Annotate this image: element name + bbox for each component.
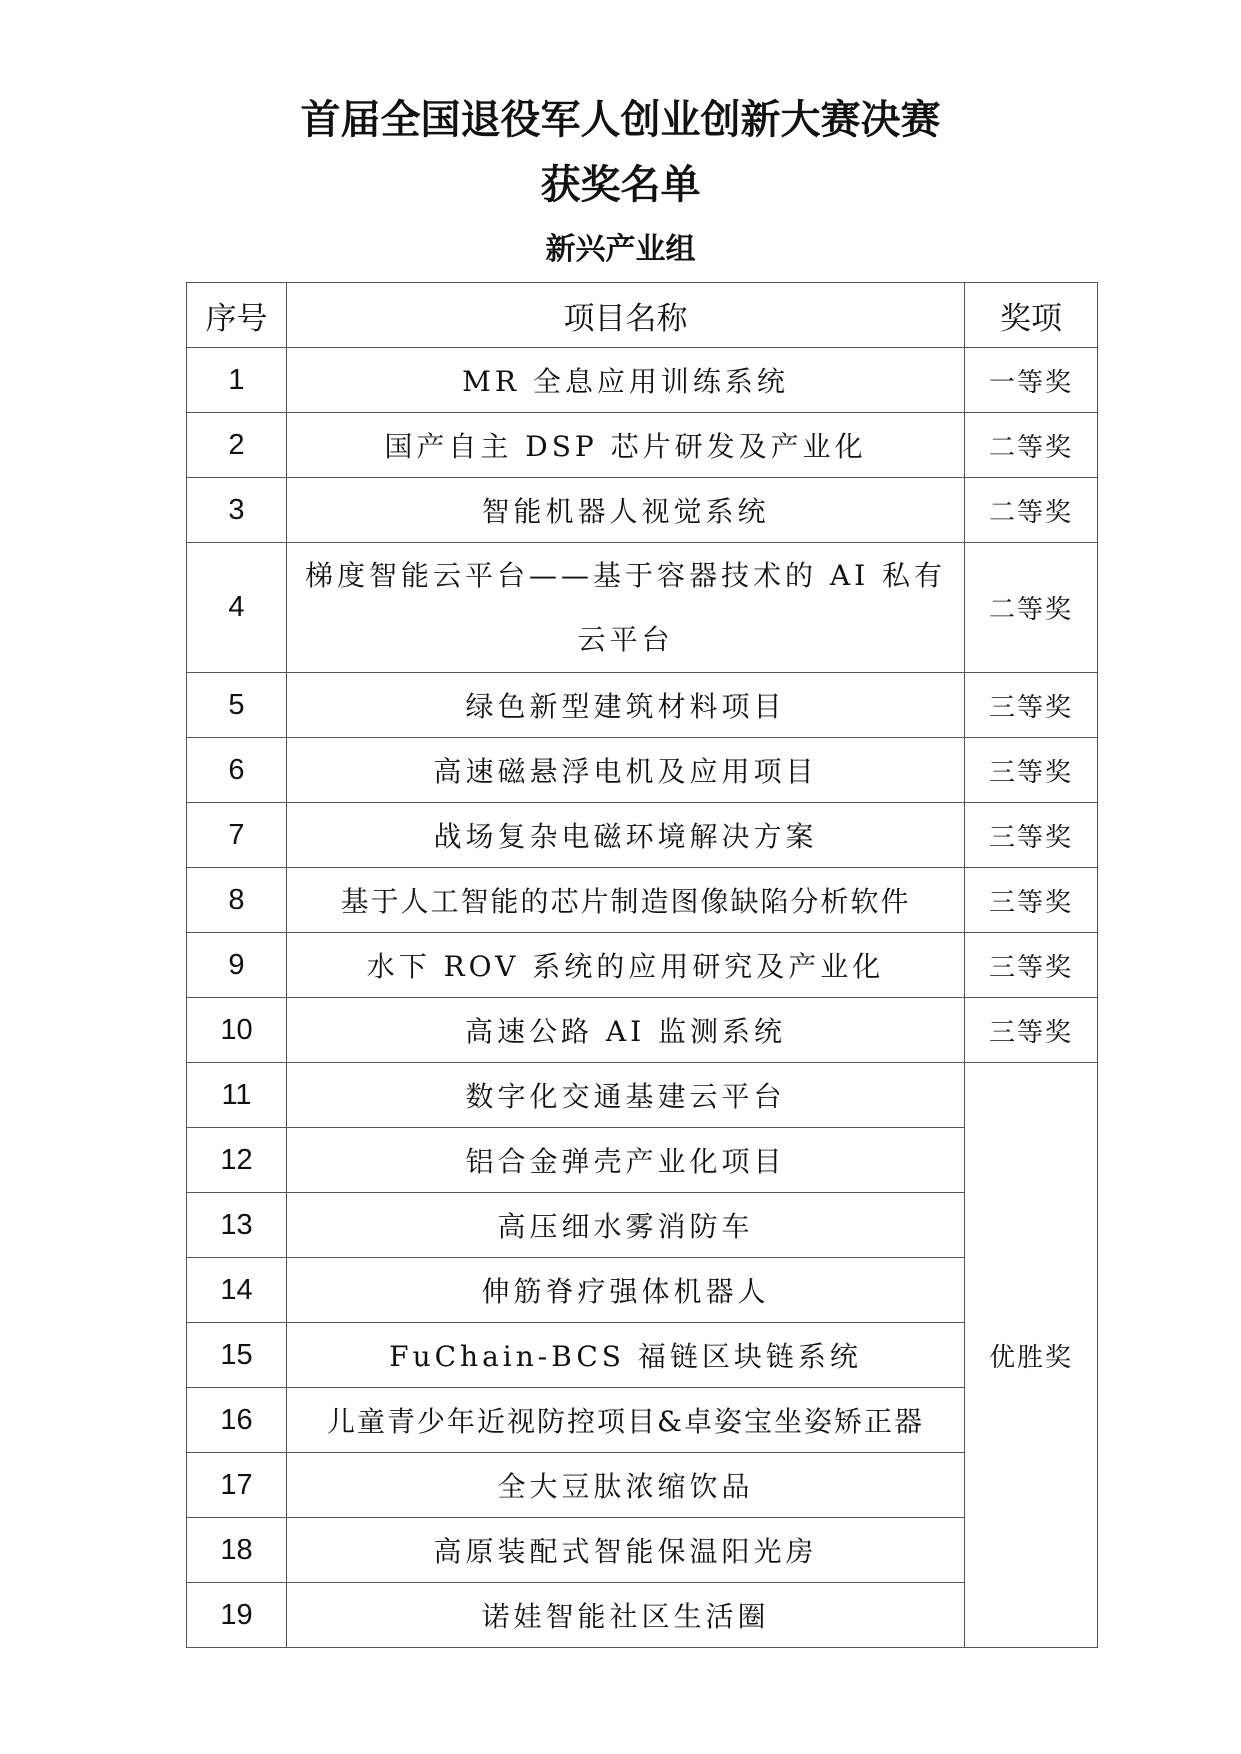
table-row (187, 478, 1098, 543)
project-name (287, 543, 965, 673)
project-name: 高速公路 AI 监测系统 (287, 998, 965, 1063)
row-index: 18 (187, 1518, 287, 1583)
row-index: 4 (187, 543, 287, 673)
row-index: 1 (187, 348, 287, 413)
award-level: 三等奖 (965, 738, 1098, 803)
project-name: 智能机器人视觉系统 (287, 478, 965, 543)
award-level: 三等奖 (965, 803, 1098, 868)
project-name-line-1: 梯度智能云平台——基于容器技术的 AI 私有 (304, 558, 947, 592)
table-row (187, 1518, 1098, 1583)
award-level: 二等奖 (965, 478, 1098, 543)
table-row (187, 1583, 1098, 1648)
row-index: 9 (187, 933, 287, 998)
project-name: 诺娃智能社区生活圈 (287, 1583, 965, 1648)
table-row (187, 998, 1098, 1063)
project-name: 水下 ROV 系统的应用研究及产业化 (287, 933, 965, 998)
award-level: 二等奖 (965, 413, 1098, 478)
row-index: 10 (187, 998, 287, 1063)
table-row (187, 1453, 1098, 1518)
table-row (187, 1388, 1098, 1453)
document-subtitle: 获奖名单 (540, 162, 701, 208)
row-index: 12 (187, 1128, 287, 1193)
project-name: 数字化交通基建云平台 (287, 1063, 965, 1128)
award-level: 三等奖 (965, 998, 1098, 1063)
row-index: 11 (187, 1063, 287, 1128)
row-index: 8 (187, 868, 287, 933)
project-name: 战场复杂电磁环境解决方案 (287, 803, 965, 868)
merged-award-level: 优胜奖 (965, 1063, 1098, 1648)
table-row (187, 1323, 1098, 1388)
group-heading: 新兴产业组 (545, 232, 696, 267)
row-index: 14 (187, 1258, 287, 1323)
table-row (187, 1128, 1098, 1193)
table-row (187, 1193, 1098, 1258)
table-row (187, 413, 1098, 478)
table-row (187, 1258, 1098, 1323)
award-level: 一等奖 (965, 348, 1098, 413)
header-index: 序号 (187, 283, 287, 348)
table-row (187, 738, 1098, 803)
row-index: 13 (187, 1193, 287, 1258)
row-index: 2 (187, 413, 287, 478)
row-index: 5 (187, 673, 287, 738)
row-index: 7 (187, 803, 287, 868)
table-row (187, 933, 1098, 998)
awards-table (186, 282, 1098, 1648)
award-level: 三等奖 (965, 933, 1098, 998)
award-level: 二等奖 (965, 543, 1098, 673)
project-name: 儿童青少年近视防控项目&卓姿宝坐姿矫正器 (287, 1388, 965, 1453)
document-title: 首届全国退役军人创业创新大赛决赛 (300, 97, 941, 143)
table-row (187, 673, 1098, 738)
table-row (187, 543, 1098, 673)
project-name-line-2: 云平台 (577, 622, 674, 656)
header-project-name: 项目名称 (287, 283, 965, 348)
project-name: 高压细水雾消防车 (287, 1193, 965, 1258)
project-name: 高速磁悬浮电机及应用项目 (287, 738, 965, 803)
header-award: 奖项 (965, 283, 1098, 348)
table-row (187, 868, 1098, 933)
project-name: 伸筋脊疗强体机器人 (287, 1258, 965, 1323)
project-name: 绿色新型建筑材料项目 (287, 673, 965, 738)
project-name: MR 全息应用训练系统 (287, 348, 965, 413)
project-name: 基于人工智能的芯片制造图像缺陷分析软件 (287, 868, 965, 933)
row-index: 15 (187, 1323, 287, 1388)
row-index: 3 (187, 478, 287, 543)
project-name: 国产自主 DSP 芯片研发及产业化 (287, 413, 965, 478)
table-header-row (187, 283, 1098, 348)
table-row (187, 803, 1098, 868)
table-row (187, 1063, 1098, 1128)
project-name: 高原装配式智能保温阳光房 (287, 1518, 965, 1583)
table-row (187, 348, 1098, 413)
project-name: FuChain-BCS 福链区块链系统 (287, 1323, 965, 1388)
project-name: 全大豆肽浓缩饮品 (287, 1453, 965, 1518)
row-index: 19 (187, 1583, 287, 1648)
project-name: 铝合金弹壳产业化项目 (287, 1128, 965, 1193)
row-index: 6 (187, 738, 287, 803)
row-index: 17 (187, 1453, 287, 1518)
award-level: 三等奖 (965, 868, 1098, 933)
row-index: 16 (187, 1388, 287, 1453)
award-level: 三等奖 (965, 673, 1098, 738)
